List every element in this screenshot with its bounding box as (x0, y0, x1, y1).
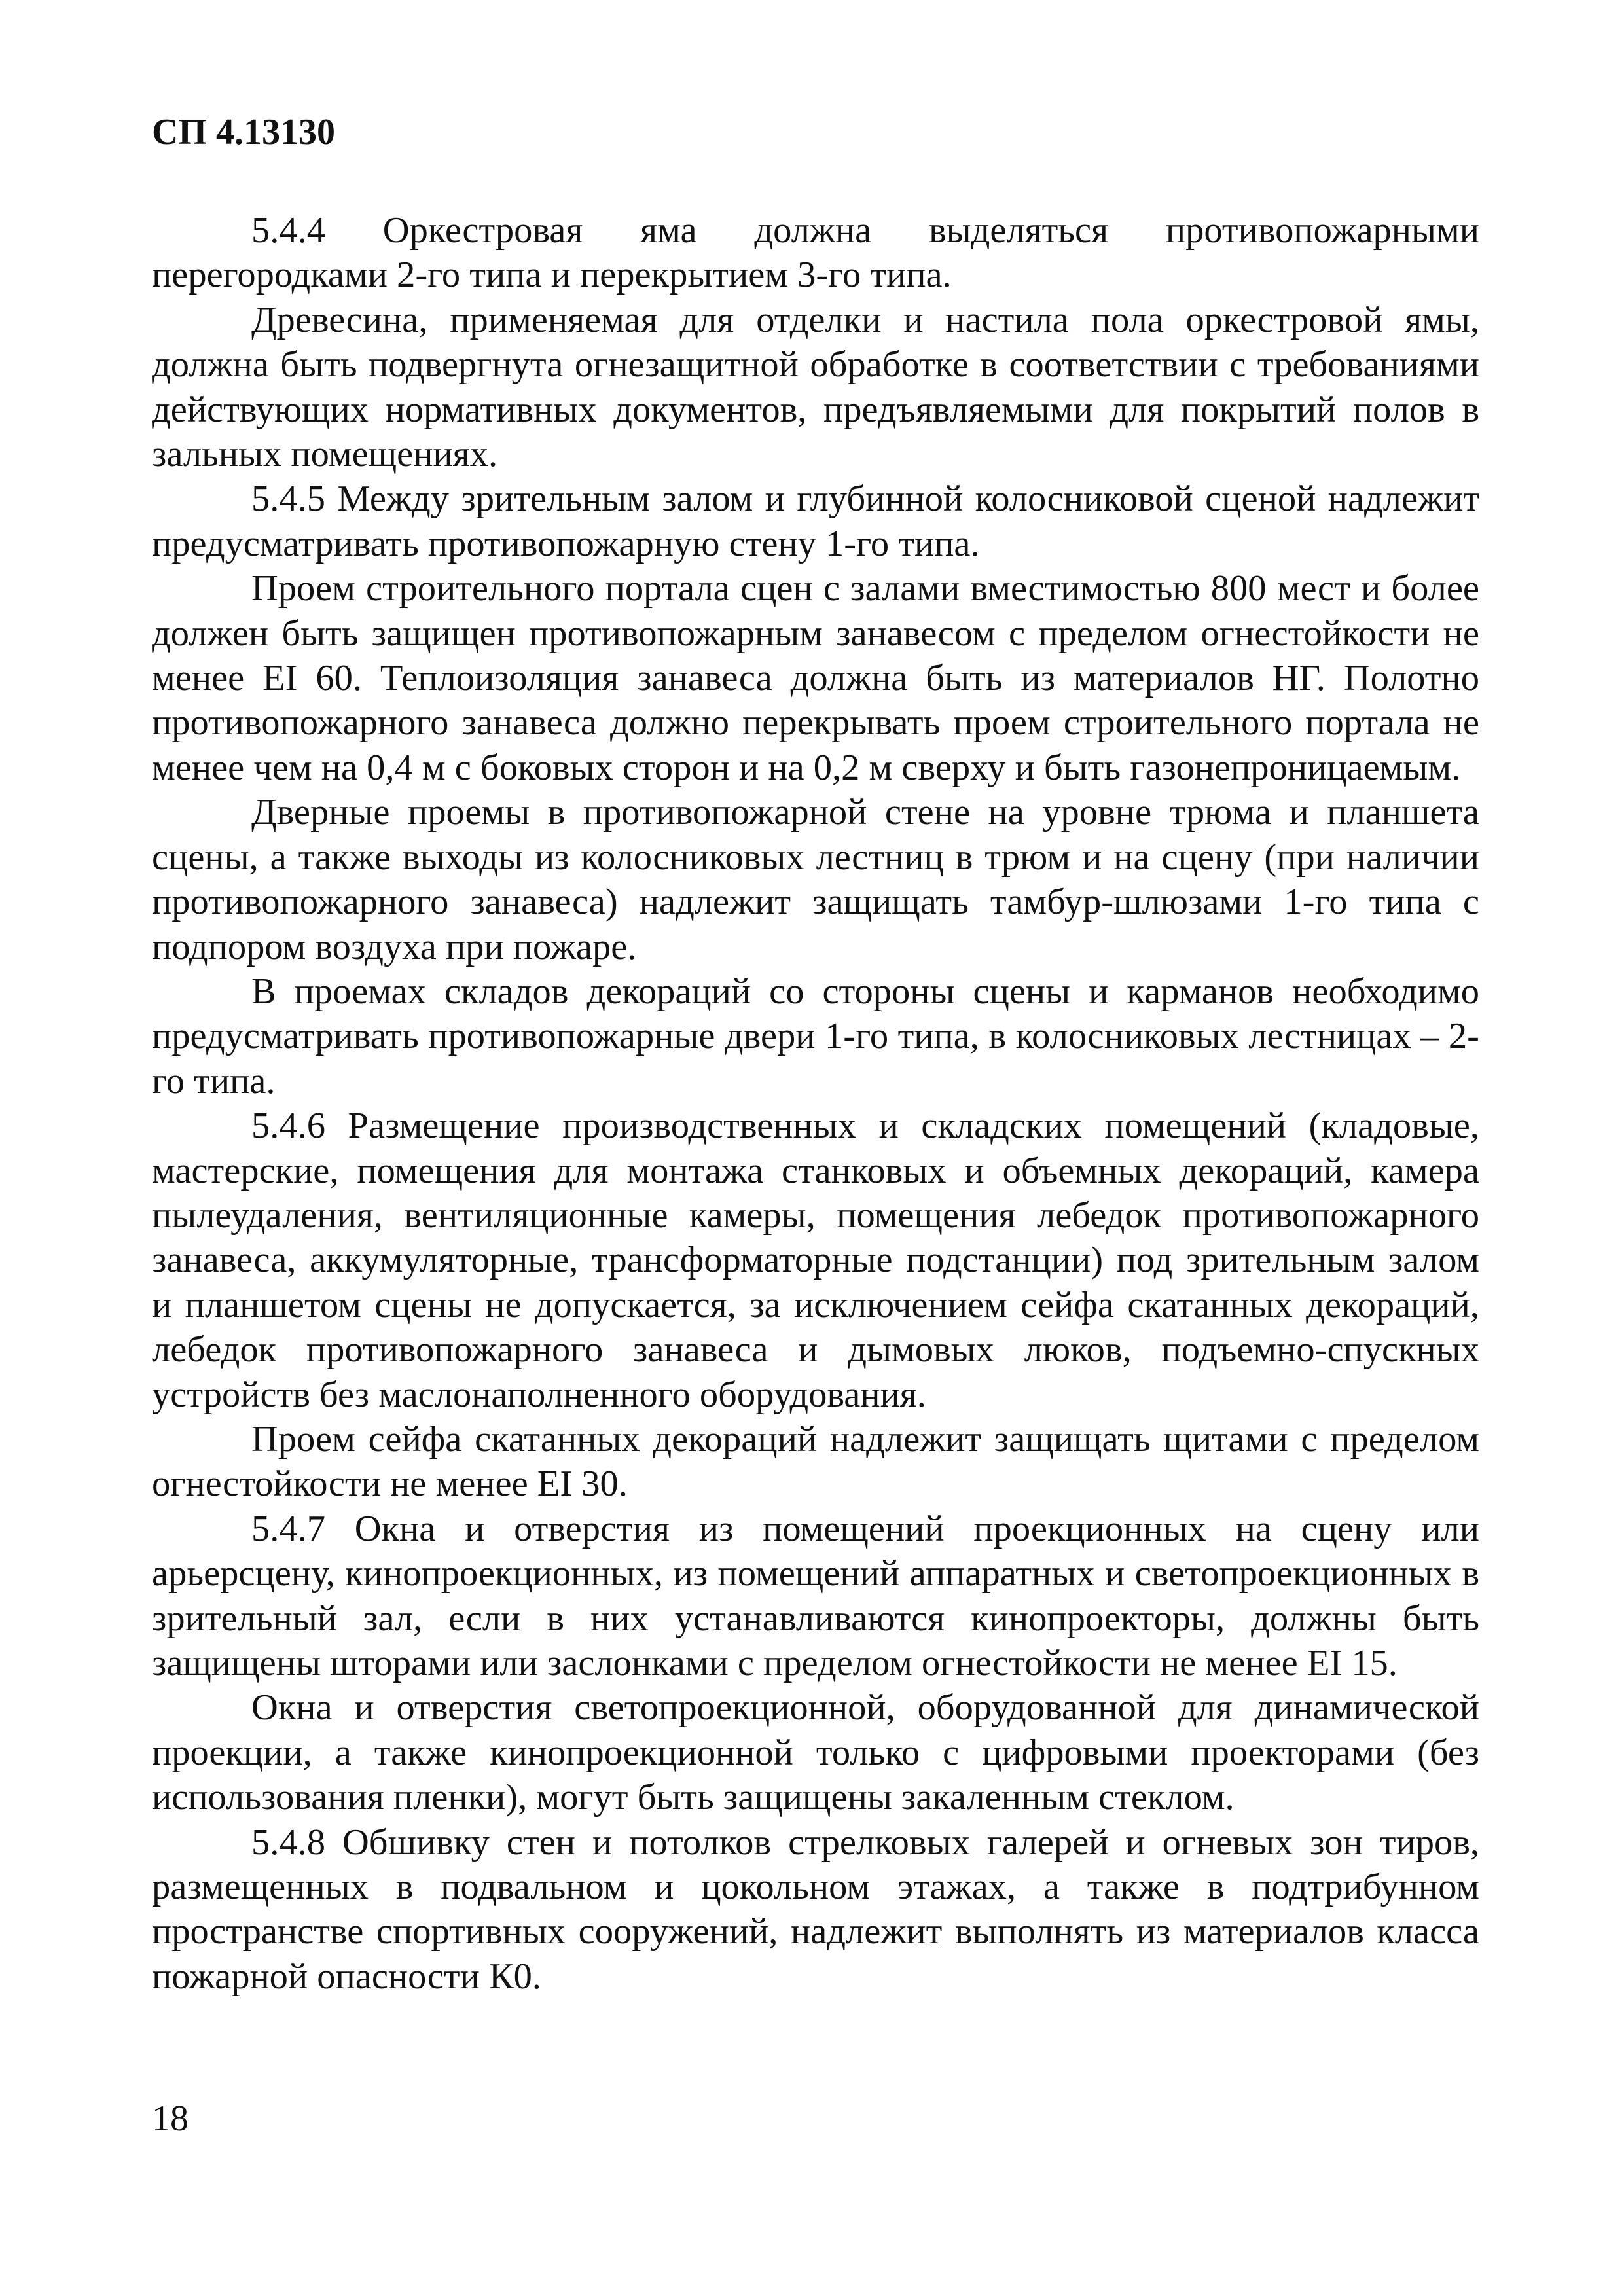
paragraph-5-4-5: 5.4.5 Между зрительным залом и глубинной колосниковой сценой надлежит предусматривать противопожарную стену 1-го типа. (152, 478, 1479, 564)
paragraph-door-openings: Дверные проемы в противопожарной стене на уровне трюма и планшета сцены, а также выходы из колосниковых лестниц в трюм и на сцену (при наличии противопожарного занавеса) надлежит защищать тамбур-шлюзами 1-го типа с подпором воздуха при пожаре. (152, 792, 1479, 967)
document-body (152, 208, 1479, 1999)
paragraph-5-4-4: 5.4.4 Оркестровая яма должна выделяться противопожарными перегородками 2-го типа и перекрытием 3-го типа. (152, 210, 1479, 296)
paragraph-5-4-6: 5.4.6 Размещение производственных и складских помещений (кладовые, мастерские, помещения для монтажа станковых и объемных декораций, камера пылеудаления, вентиляционные камеры, помещения лебедок противопожарного занавеса, аккумуляторные, трансформаторные подстанции) под зрительным залом и планшетом сцены не допускается, за исключением сейфа скатанных декораций, лебедок противопожарного занавеса и дымовых люков, подъемно-спускных устройств без маслонаполненного оборудования. (152, 1105, 1479, 1415)
document-code-header: СП 4.13130 (152, 112, 335, 152)
paragraph-wood-finishing: Древесина, применяемая для отделки и настила пола оркестровой ямы, должна быть подвергнута огнезащитной обработке в соответствии с требованиями действующих нормативных документов, предъявляемыми для покрытий полов в зальных помещениях. (152, 299, 1479, 475)
paragraph-light-projection: Окна и отверстия светопроекционной, оборудованной для динамической проекции, а также кинопроекционной только с цифровыми проекторами (без использования пленки), могут быть защищены закаленным стеклом. (152, 1687, 1479, 1818)
paragraph-portal-opening: Проем строительного портала сцен с залами вместимостью 800 мест и более должен быть защищен противопожарным занавесом с пределом огнестойкости не менее EI 60. Теплоизоляция занавеса должна быть из материалов НГ. Полотно противопожарного занавеса должно перекрывать проем строительного портала не менее чем на 0,4 м с боковых сторон и на 0,2 м сверху и быть газонепроницаемым. (152, 568, 1479, 788)
paragraph-5-4-8: 5.4.8 Обшивку стен и потолков стрелковых галерей и огневых зон тиров, размещенных в подвальном и цокольном этажах, а также в подтрибунном пространстве спортивных сооружений, надлежит выполнять из материалов класса пожарной опасности К0. (152, 1821, 1479, 1997)
paragraph-decoration-storage: В проемах складов декораций со стороны сцены и карманов необходимо предусматривать противопожарные двери 1-го типа, в колосниковых лестницах – 2-го типа. (152, 971, 1479, 1102)
paragraph-5-4-7: 5.4.7 Окна и отверстия из помещений проекционных на сцену или арьерсцену, кинопроекционных, из помещений аппаратных и светопроекционных в зрительный зал, если в них устанавливаются кинопроекторы, должны быть защищены шторами или заслонками с пределом огнестойкости не менее EI 15. (152, 1508, 1479, 1683)
page-number: 18 (152, 2098, 189, 2139)
paragraph-safe-opening: Проем сейфа скатанных декораций надлежит защищать щитами с пределом огнестойкости не менее EI 30. (152, 1418, 1479, 1505)
